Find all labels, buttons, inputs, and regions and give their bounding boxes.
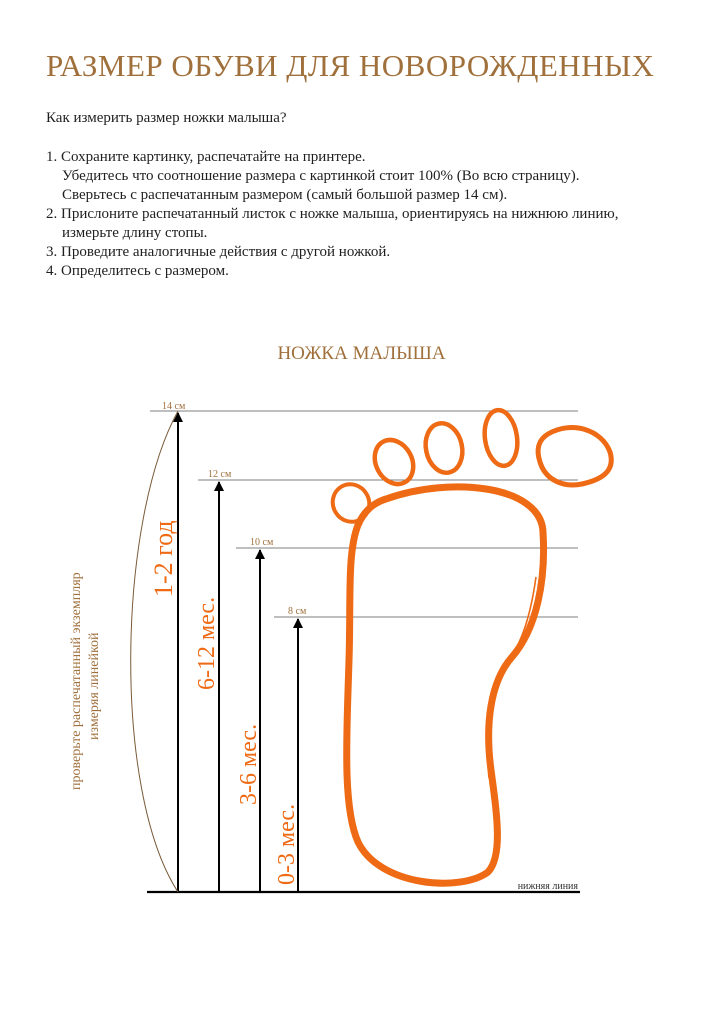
side-bracket-curve <box>131 411 178 892</box>
side-note-line-1: проверьте распечатанный экземпляр <box>69 572 84 790</box>
toe-big <box>538 428 611 485</box>
size-label-8cm: 8 см <box>288 606 307 617</box>
instruction-step-1-note-b: Сверьтесь с распечатанным размером (самый большой размер 14 см). <box>62 187 508 203</box>
footprint-sole <box>347 487 544 883</box>
age-label-0-3-months: 0-3 мес. <box>274 803 300 885</box>
instruction-step-1: 1. Сохраните картинку, распечатайте на принтере. <box>46 149 366 165</box>
size-label-12cm: 12 см <box>208 469 232 480</box>
toe-small <box>326 478 376 529</box>
instruction-step-1-note-a: Убедитесь что соотношение размера с картинкой стоит 100% (Во всю страницу). <box>62 168 580 184</box>
instruction-step-2: 2. Прислоните распечатанный листок с ножке малыша, ориентируясь на нижнюю линию, <box>46 206 619 222</box>
toe-2 <box>481 408 520 468</box>
instruction-step-3: 3. Проведите аналогичные действия с другой ножкой. <box>46 244 391 260</box>
age-label-6-12-months: 6-12 мес. <box>194 596 220 690</box>
age-label-1-2-years: 1-2 год <box>149 520 178 597</box>
side-note-line-2: измеряя линейкой <box>87 632 102 740</box>
baseline-label: нижняя линия <box>517 881 578 892</box>
size-label-10cm: 10 см <box>250 537 274 548</box>
size-label-14cm: 14 см <box>162 401 186 412</box>
footprint-arch-inner <box>488 577 536 778</box>
age-label-3-6-months: 3-6 мес. <box>236 723 262 805</box>
instruction-step-2-note: измерьте длину стопы. <box>62 225 208 241</box>
subtitle: Как измерить размер ножки малыша? <box>46 110 287 126</box>
page-title: РАЗМЕР ОБУВИ ДЛЯ НОВОРОЖДЕННЫХ <box>46 48 655 83</box>
toe-3 <box>421 420 467 476</box>
diagram-title: НОЖКА МАЛЫША <box>277 343 446 364</box>
instruction-step-4: 4. Определитесь с размером. <box>46 263 229 279</box>
toe-4 <box>367 433 420 491</box>
